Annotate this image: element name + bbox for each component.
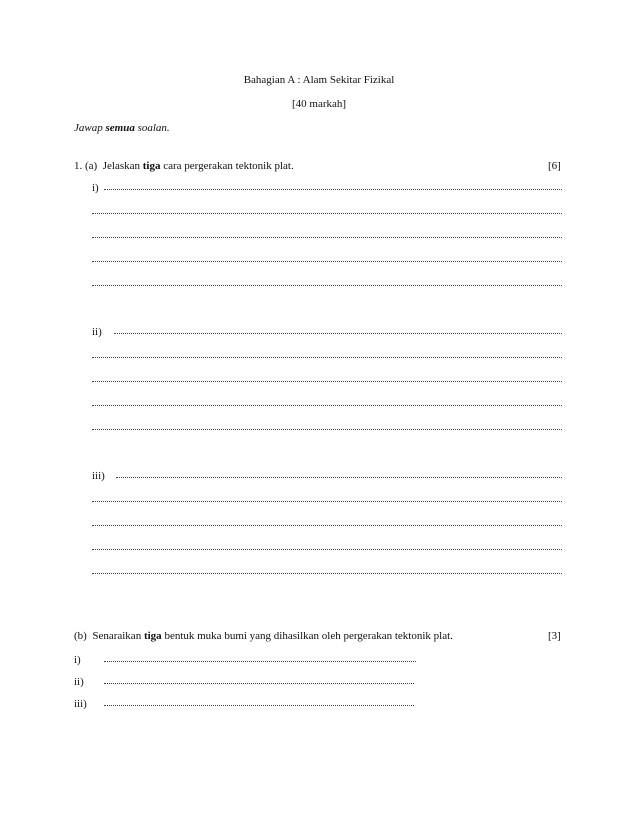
answer-line[interactable] — [92, 423, 562, 430]
answer-line[interactable] — [92, 543, 562, 550]
answer-line[interactable] — [116, 471, 562, 478]
question-1b-marks: [3] — [548, 630, 561, 642]
question-text-bold: tiga — [142, 160, 161, 172]
answer-line[interactable] — [92, 495, 562, 502]
question-text-bold: tiga — [143, 630, 162, 642]
instruction-prefix: Jawap — [74, 122, 106, 134]
part-label-iii: iii) — [74, 698, 87, 710]
answer-line[interactable] — [104, 699, 414, 706]
question-text-post: cara pergerakan tektonik plat. — [160, 160, 294, 172]
question-1a — [74, 160, 294, 172]
answer-line[interactable] — [92, 567, 562, 574]
question-1a-marks: [6] — [548, 160, 561, 172]
answer-line[interactable] — [92, 375, 562, 382]
answer-line[interactable] — [92, 279, 562, 286]
answer-line[interactable] — [92, 255, 562, 262]
answer-line[interactable] — [104, 677, 414, 684]
question-text-pre: Senaraikan — [92, 630, 144, 642]
answer-line[interactable] — [92, 231, 562, 238]
section-marks: [40 markah] — [291, 98, 347, 110]
part-label-i: i) — [92, 182, 99, 194]
part-label-ii: ii) — [74, 676, 84, 688]
question-text-pre: Jelaskan — [102, 160, 143, 172]
answer-line[interactable] — [92, 207, 562, 214]
answer-line[interactable] — [92, 519, 562, 526]
part-label-iii: iii) — [92, 470, 105, 482]
answer-line[interactable] — [92, 399, 562, 406]
answer-line[interactable] — [92, 351, 562, 358]
answer-line[interactable] — [104, 655, 416, 662]
part-label-ii: ii) — [92, 326, 102, 338]
instruction — [74, 122, 170, 134]
question-number: 1. (a) — [74, 160, 98, 172]
answer-line[interactable] — [114, 327, 562, 334]
question-1b — [74, 630, 453, 642]
part-label-i: i) — [74, 654, 81, 666]
instruction-bold: semua — [105, 122, 135, 134]
question-number: (b) — [74, 630, 87, 642]
question-text-post: bentuk muka bumi yang dihasilkan oleh pergerakan tektonik plat. — [161, 630, 453, 642]
section-title: Bahagian A : Alam Sekitar Fizikal — [243, 74, 395, 86]
answer-line[interactable] — [104, 183, 562, 190]
instruction-suffix: soalan. — [134, 122, 170, 134]
